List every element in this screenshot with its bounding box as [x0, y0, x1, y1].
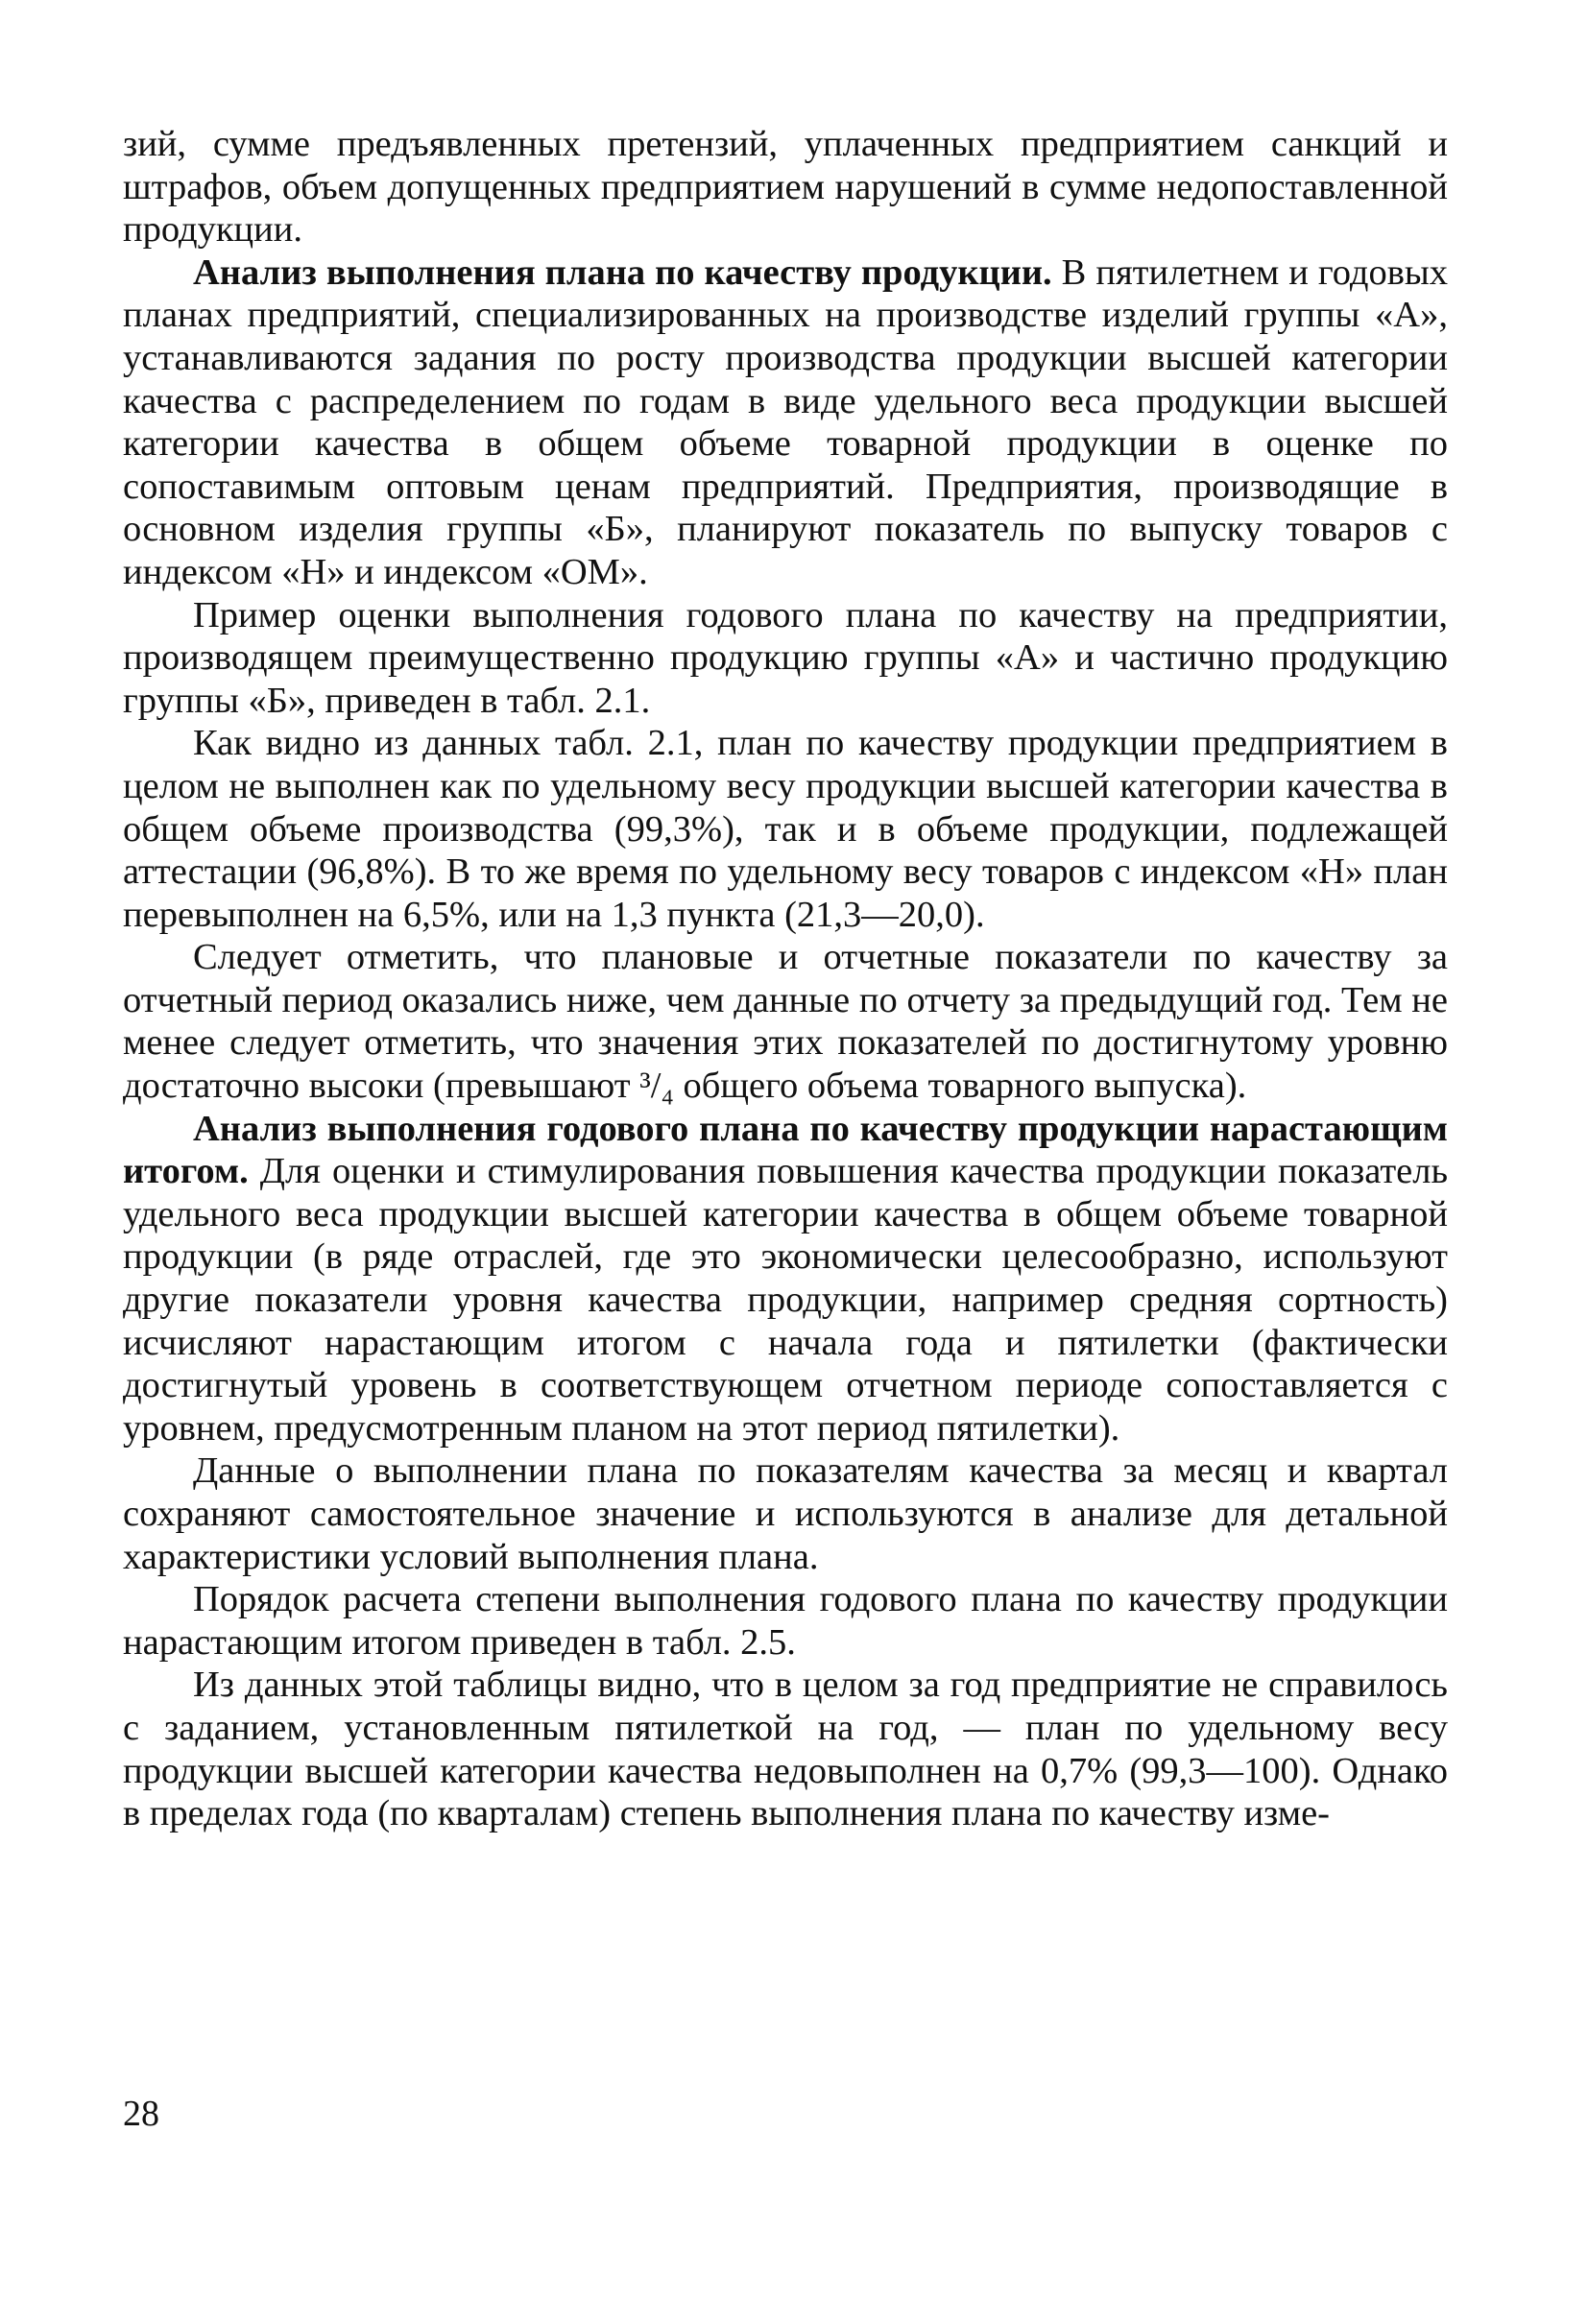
section-heading-inline: Анализ выполнения плана по качеству продукции.	[193, 252, 1052, 293]
paragraph-text: Как видно из данных табл. 2.1, план по качеству продукции предприятием в целом не выполнен как по удельному весу продукции высшей категории качества в общем объеме производства (99,3%), так и в объеме продукции, подлежащей аттестации (96,8%). В то же время по удельному весу товаров с индексом «Н» план перевыполнен на 6,5%, или на 1,3 пункта (21,3—20,0).	[123, 723, 1448, 935]
paragraph-example	[123, 594, 1448, 723]
paragraph-calculation-order	[123, 1578, 1448, 1664]
paragraph-cumulative-analysis	[123, 1108, 1448, 1450]
paragraph-text: Следует отметить, что плановые и отчетные показатели по качеству за отчетный период оказались ниже, чем данные по отчету за предыдущий год. Тем не менее следует отметить, что значения этих показателей по достигнутому уровню достаточно высоки (превышают	[123, 937, 1448, 1107]
section-heading-inline: Анализ выполнения годового плана по качеству продукции нарастающим итогом.	[123, 1108, 1448, 1192]
paragraph-text: Данные о выполнении плана по показателям качества за месяц и квартал сохраняют самостоятельное значение и используются в анализе для детальной характеристики условий выполнения плана.	[123, 1450, 1448, 1577]
paragraph-text: Из данных этой таблицы видно, что в целом за год предприятие не справилось с заданием, установленным пятилеткой на год, — план по удельному весу продукции высшей категории качества недовыполнен на 0,7% (99,3—100). Однако в пределах года (по кварталам) степень выполнения плана по качеству изме-	[123, 1665, 1448, 1834]
page-body	[123, 123, 1448, 1835]
paragraph-notes	[123, 936, 1448, 1107]
paragraph-text: зий, сумме предъявленных претензий, уплаченных предприятием санкций и штрафов, объем допущенных предприятием нарушений в сумме недопоставленной продукции.	[123, 124, 1448, 251]
fraction-three-quarters: ³/₄	[639, 1066, 674, 1107]
paragraph-table-findings	[123, 722, 1448, 936]
paragraph-quality-plan-analysis	[123, 252, 1448, 594]
paragraph-text: Пример оценки выполнения годового плана по качеству на предприятии, производящем преимущественно продукцию группы «А» и частично продукцию группы «Б», приведен в табл. 2.1.	[123, 594, 1448, 721]
paragraph-monthly-data	[123, 1450, 1448, 1578]
paragraph-text: В пятилетнем и годовых планах предприятий, специализированных на производстве изделий группы «А», устанавливаются задания по росту производства продукции высшей категории качества с распределением по годам в виде удельного веса продукции высшей категории качества в общем объеме товарной продукции в оценке по сопоставимым оптовым ценам предприятий. Предприятия, производящие в основном изделия группы «Б», планируют показатель по выпуску товаров с индексом «Н» и индексом «ОМ».	[123, 252, 1448, 592]
paragraph-text: Порядок расчета степени выполнения годового плана по качеству продукции нарастающим итогом приведен в табл. 2.5.	[123, 1579, 1448, 1663]
page-number: 28	[123, 2094, 159, 2134]
paragraph-text: общего объема товарного выпуска).	[673, 1066, 1247, 1107]
paragraph-yearly-results	[123, 1664, 1448, 1834]
paragraph-continuation	[123, 123, 1448, 252]
paragraph-text: Для оценки и стимулирования повышения качества продукции показатель удельного веса продукции высшей категории качества в общем объеме товарной продукции (в ряде отраслей, где это экономически целесообразно, используют другие показатели уровня качества продукции, например средняя сортность) исчисляют нарастающим итогом с начала года и пятилетки (фактически достигнутый уровень в соответствующем отчетном периоде сопоставляется с уровнем, предусмотренным планом на этот период пятилетки).	[123, 1151, 1448, 1449]
